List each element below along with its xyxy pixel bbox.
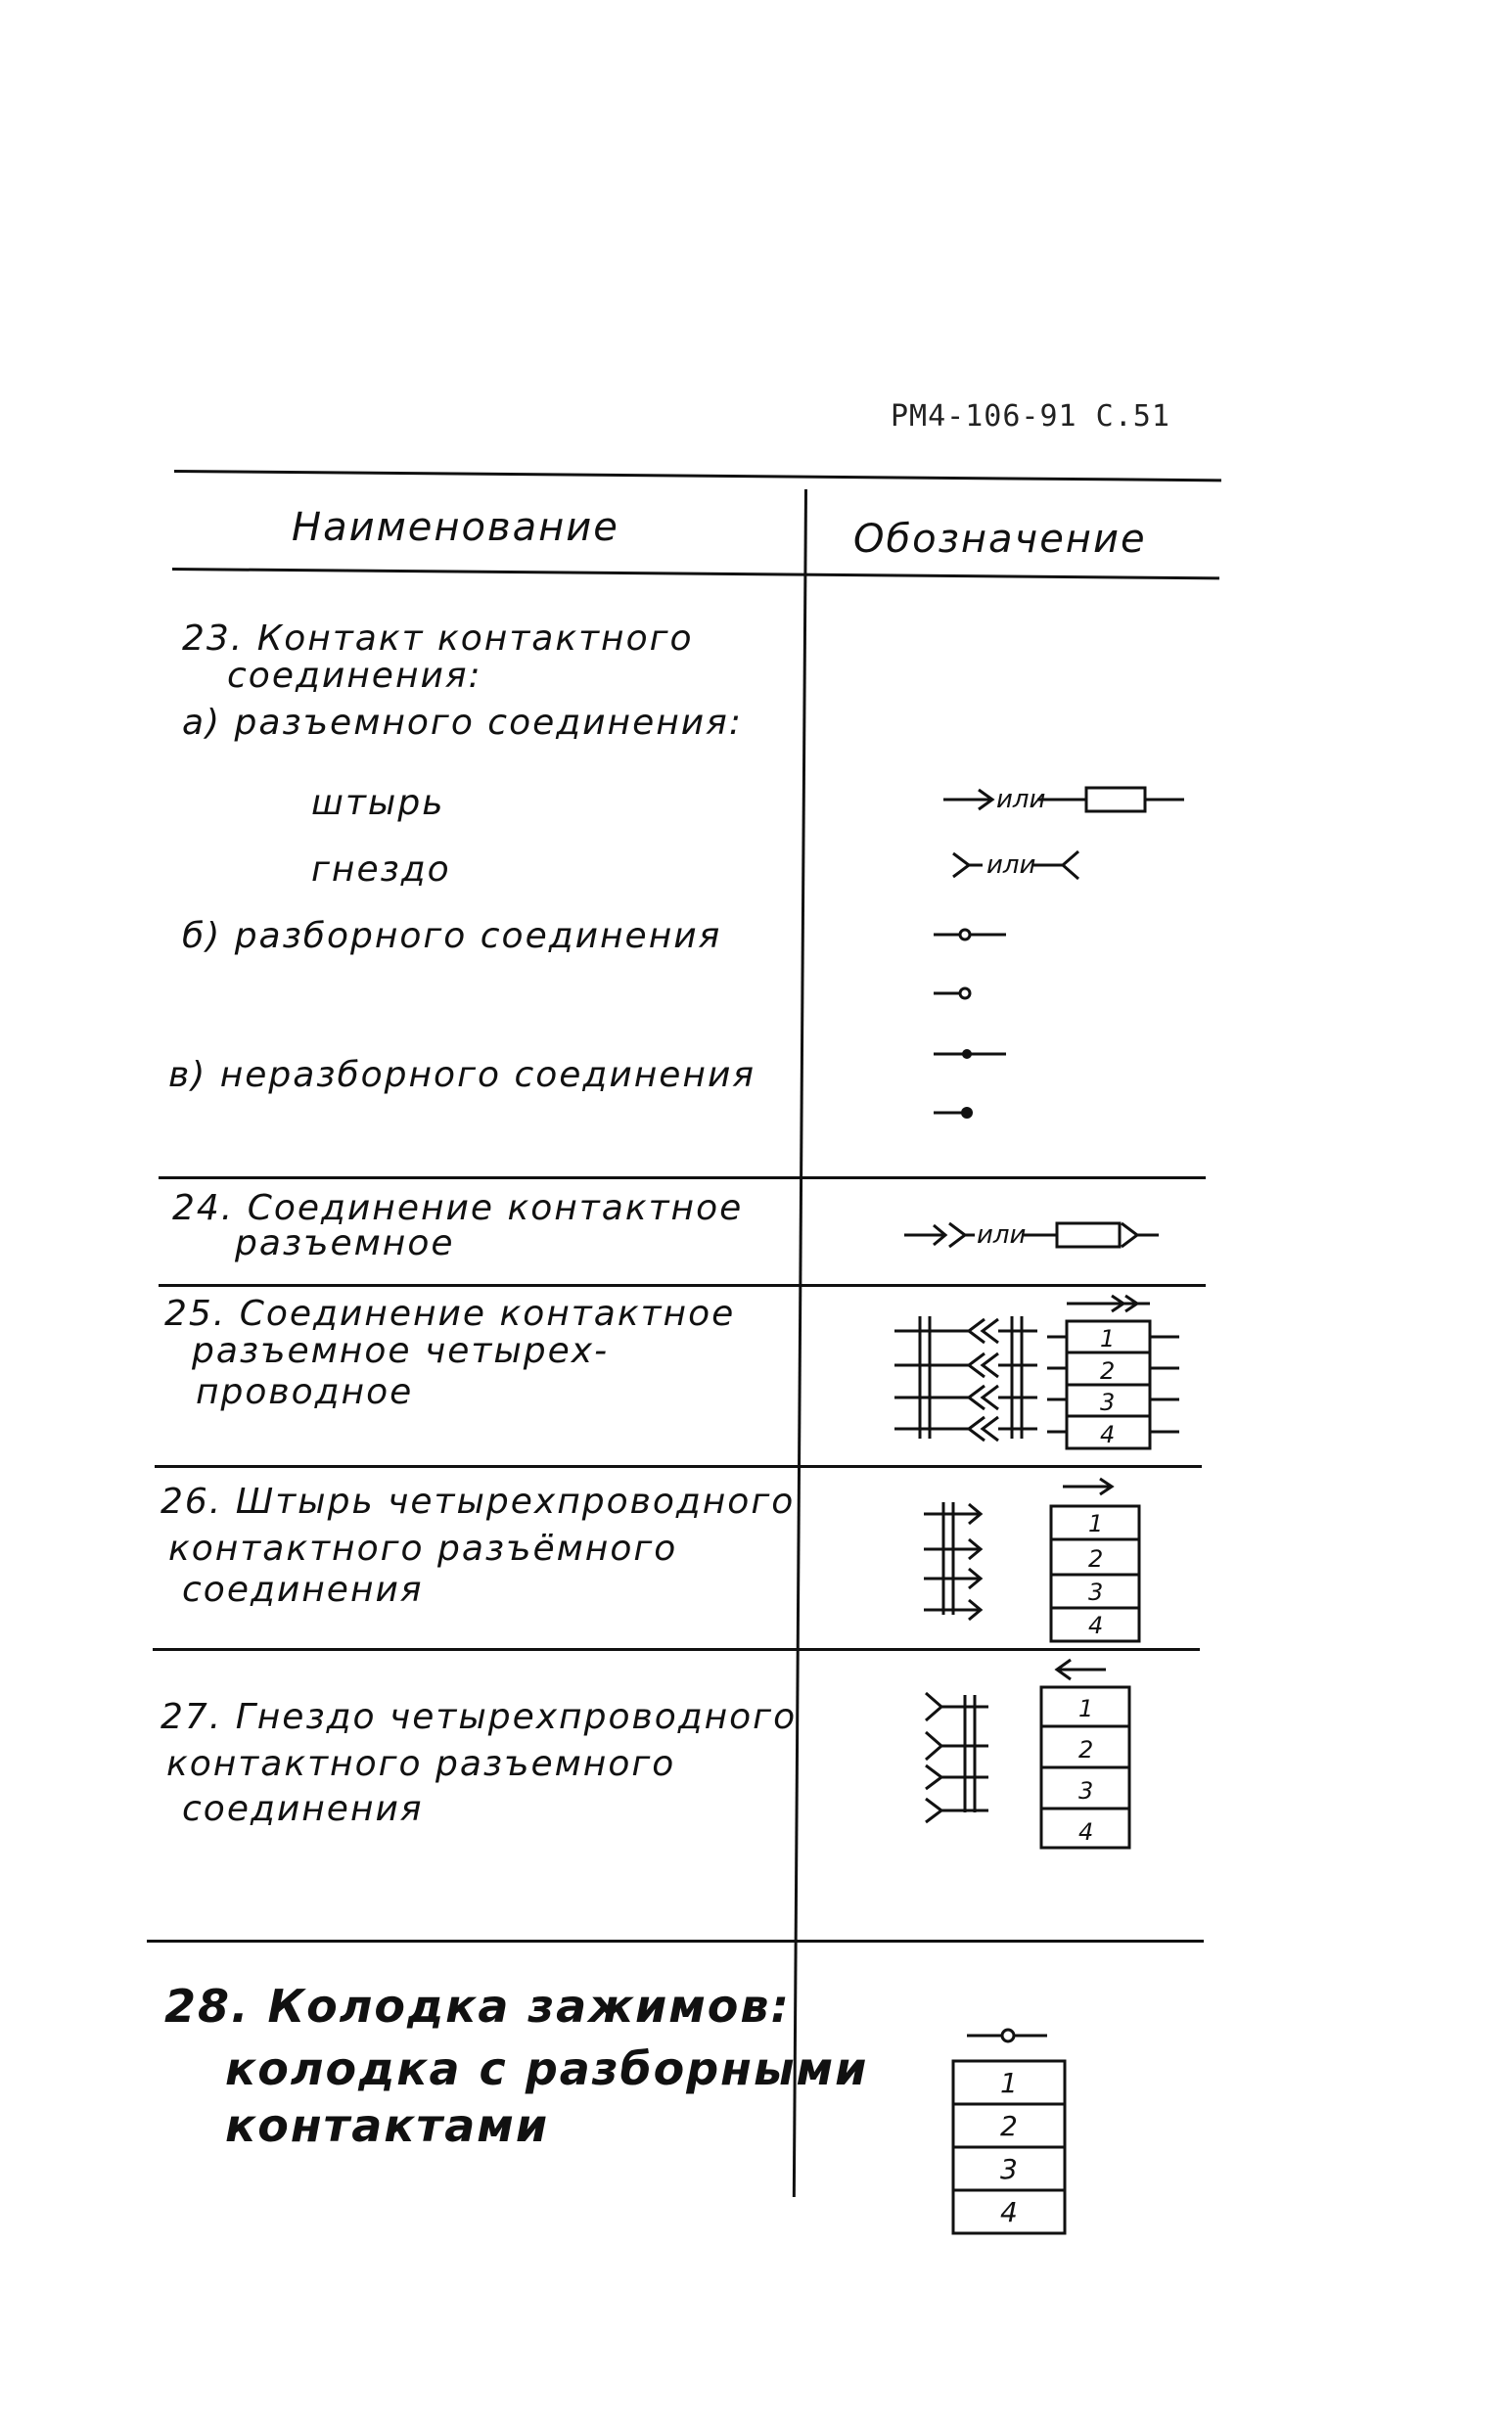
block-25-num-4: 4 xyxy=(1100,1421,1116,1448)
block-28-num-3: 3 xyxy=(1000,2153,1018,2185)
block-27-num-4: 4 xyxy=(1078,1818,1094,1846)
block-27-num-2: 2 xyxy=(1078,1736,1094,1764)
item-25-line-1: 25. Соединение контактное xyxy=(164,1294,736,1334)
item-23-line-1: 23. Контакт контактного xyxy=(182,618,694,659)
item-23-b: б) разборного соединения xyxy=(182,916,722,956)
four-wire-socket-symbol xyxy=(920,1656,1174,1871)
item-23-v: в) неразборного соединения xyxy=(168,1055,756,1095)
pin-symbol xyxy=(939,778,1194,827)
block-26-num-1: 1 xyxy=(1088,1510,1104,1537)
detachable-contact-symbol xyxy=(930,920,1028,998)
block-28-num-2: 2 xyxy=(1000,2110,1018,2142)
item-26-line-2: контактного разъёмного xyxy=(168,1529,678,1569)
four-wire-pin-symbol xyxy=(920,1473,1174,1649)
header-bottom-rule xyxy=(172,568,1219,579)
item-25-line-3: проводное xyxy=(196,1372,414,1412)
item-23-sub-socket: гнездо xyxy=(311,849,451,890)
block-28-num-1: 1 xyxy=(1000,2067,1018,2099)
header-designation: Обозначение xyxy=(853,517,1147,562)
document-code: РМ4-106-91 С.51 xyxy=(891,399,1170,434)
item-28-line-2: колодка с разборными xyxy=(225,2042,869,2095)
row-rule-28 xyxy=(147,1940,1204,1943)
item-27-line-3: соединения xyxy=(182,1789,424,1829)
item-23-line-2: соединения: xyxy=(227,656,482,696)
block-28-num-4: 4 xyxy=(1000,2196,1018,2228)
item-28-line-3: контактами xyxy=(225,2099,550,2152)
header-name: Наименование xyxy=(292,505,619,550)
item-26-line-3: соединения xyxy=(182,1570,424,1610)
socket-symbol xyxy=(949,844,1135,893)
block-27-num-1: 1 xyxy=(1078,1695,1094,1722)
socket-or-text: или xyxy=(986,850,1036,880)
item-24-line-2: разъемное xyxy=(235,1223,455,1263)
row-rule-24 xyxy=(159,1176,1206,1179)
item-24-line-1: 24. Соединение контактное xyxy=(172,1188,744,1228)
block-26-num-2: 2 xyxy=(1088,1545,1104,1573)
row-rule-25 xyxy=(159,1284,1206,1287)
item-26-line-1: 26. Штырь четырехпроводного xyxy=(160,1482,796,1522)
item-23-sub-pin: штырь xyxy=(311,783,445,823)
four-wire-connection-symbol xyxy=(891,1292,1204,1468)
block-25-num-1: 1 xyxy=(1100,1325,1116,1352)
item-28-line-1: 28. Колодка зажимов: xyxy=(164,1980,791,2033)
connection-symbol xyxy=(900,1212,1214,1260)
permanent-contact-symbol xyxy=(930,1039,1028,1118)
item-25-line-2: разъемное четырех- xyxy=(192,1331,610,1371)
item-27-line-1: 27. Гнездо четырехпроводного xyxy=(160,1697,798,1737)
terminal-block-symbol xyxy=(949,2016,1086,2241)
table-top-rule xyxy=(174,470,1221,481)
item-23-line-3: а) разъемного соединения: xyxy=(182,703,743,743)
block-25-num-3: 3 xyxy=(1100,1389,1116,1416)
block-25-num-2: 2 xyxy=(1100,1357,1116,1385)
pin-or-text: или xyxy=(996,785,1046,814)
block-26-num-3: 3 xyxy=(1088,1579,1104,1606)
connection-or-text: или xyxy=(977,1220,1027,1250)
block-26-num-4: 4 xyxy=(1088,1612,1104,1639)
item-27-line-2: контактного разъемного xyxy=(166,1744,676,1784)
block-27-num-3: 3 xyxy=(1078,1777,1094,1805)
